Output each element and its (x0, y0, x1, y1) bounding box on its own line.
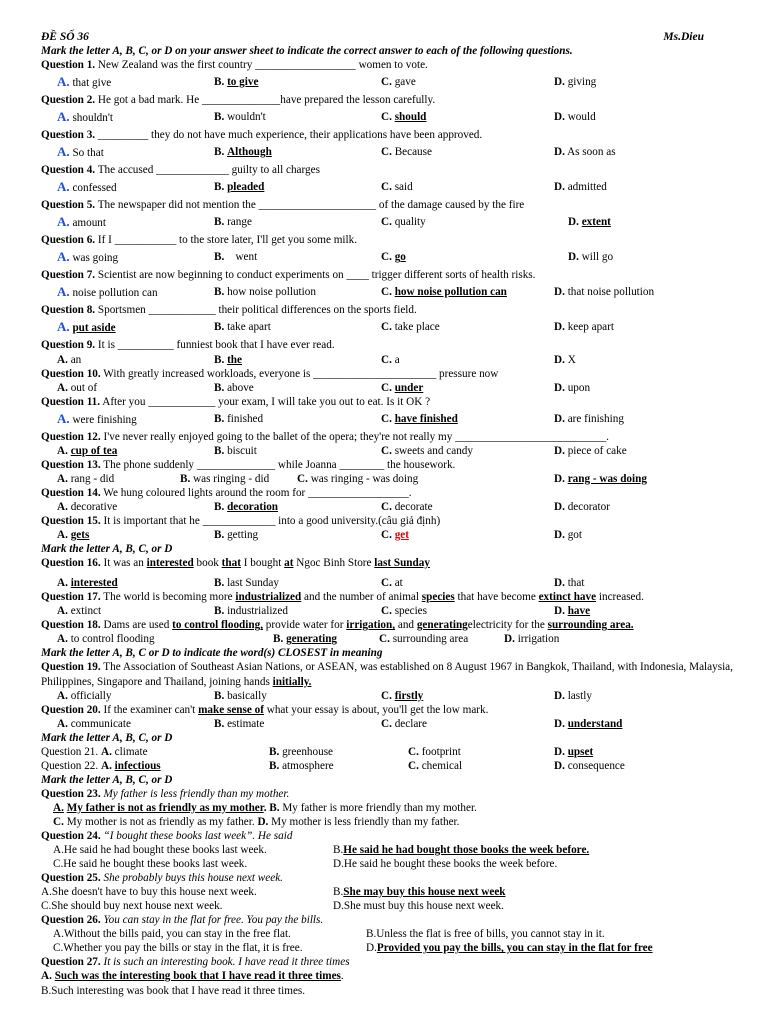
question-19: Question 19. The Association of Southeast Asian Nations, or ASEAN, was established on 8 August 1967 in Bangkok, Thailand, with Indonesia, Malaysia, Philippines, Singapore and Thailand, joining hands initially. (41, 661, 733, 688)
option-b[interactable]: to give (227, 76, 259, 89)
option-d[interactable]: have (567, 605, 591, 618)
option-b[interactable]: getting (227, 529, 259, 542)
option-b[interactable]: My father is more friendly than my mother. (282, 801, 477, 814)
option-c[interactable]: decorate (394, 500, 433, 513)
option-a[interactable]: noise pollution can (72, 287, 158, 300)
option-b[interactable]: decoration (227, 500, 279, 513)
options-24: A.He said he had bought these books last week. B.He said he had bought those books the week before. (53, 844, 590, 857)
option-d[interactable]: rang - was doing (567, 472, 647, 485)
option-b[interactable]: biscuit (227, 444, 257, 457)
option-b[interactable]: pleaded (227, 181, 265, 194)
question-26: Question 26. You can stay in the flat for free. You pay the bills. (41, 914, 324, 927)
options-17: A. extinct B. industrialized C. species D. have (57, 605, 591, 618)
question-24: Question 24. “I bought these books last week”. He said (41, 830, 293, 843)
option-d[interactable]: decorator (567, 500, 610, 513)
option-d[interactable]: Provided you pay the bills, you can stay in the flat for free (376, 942, 653, 955)
option-b[interactable]: last Sunday (227, 577, 279, 590)
option-b[interactable]: take apart (227, 321, 271, 334)
option-a[interactable]: gets (70, 529, 90, 542)
options-23: A. My father is not as friendly as my mother. B. My father is more friendly than my mother. (53, 801, 477, 814)
option-b[interactable]: went (235, 251, 258, 264)
option-c[interactable]: declare (394, 717, 427, 730)
option-c[interactable]: gave (394, 76, 416, 89)
question-9: Question 9. It is __________ funniest book that I have ever read. (41, 339, 335, 352)
option-d[interactable]: extent (581, 216, 611, 229)
question-6: Question 6. If I ___________ to the store later, I'll get you some milk. (41, 234, 358, 247)
options-26: A.Without the bills paid, you can stay in the free flat. B.Unless the flat is free of bills, you cannot stay in it. (53, 928, 605, 941)
question-12: Question 12. I've never really enjoyed going to the ballet of the opera; they're not really my ___________________________. (41, 430, 609, 443)
option-d[interactable]: will go (581, 251, 614, 264)
question-17: Question 17. The world is becoming more industrialized and the number of animal species that have become extinct have increased. (41, 591, 644, 604)
option-b[interactable]: Although (227, 146, 272, 159)
option-c[interactable]: chemical (421, 759, 463, 772)
option-a[interactable]: communicate (70, 717, 131, 730)
option-b[interactable]: above (227, 381, 254, 394)
option-c[interactable]: was ringing - was doing (310, 472, 419, 485)
option-a[interactable]: cup of tea (70, 444, 118, 457)
option-c[interactable]: She should buy next house next week. (51, 900, 223, 913)
option-a[interactable]: was going (72, 252, 119, 265)
option-d[interactable]: that (567, 577, 585, 590)
exam-page: ĐỀ SỐ 36 Ms.Dieu Mark the letter A, B, C, or D on your answer sheet to indicate the correct answer to each of the following questions. Question 1. New Zealand was the first country __________________ women to vote. A. that give B. to give C. gave D. giving Question 2. He got a bad mark. He ______________have prepared the lesson carefully. A. shouldn't B. wouldn't C. should D. would Question 3. _________ they do not have much experience, their applications have been approved. A. So that B. Although C. Because D. As soon as Question 4. The accused _____________ guilty to all charges A. confessed B. pleaded C. said D. admitted Question 5. The newspaper did not mention the _____________________ of the damage caused by the fire A. amount B. range C. quality D. extent Question 6. If I ___________ to the store later, I'll get you some milk. A. was going B. went C. go D. will go Question 7. Scientist are now beginning to conduct experiments on ____ trigger different sorts of health risks. A. noise pollution can B. how noise pollution C. how noise pollution can D. that noise pollution Question 8. Sportsmen ____________ their political differences on the sports field. A. put aside B. take apart C. take place D. keep apart Question 9. It is __________ funniest book that I have ever read. A. an B. the C. a D. X Question 10. With greatly increased workloads, everyone is ______________________ pressure now A. out of B. above C. under D. upon Question 11. After you ____________ your exam, I will take you out to eat. Is it OK ? A. were finishing B. finished C. have finished D. are finishing Question 12. I've never really enjoyed going to the ballet of the opera; they're not really my ___________________________. A. cup of tea B. biscuit C. sweets and candy D. piece of cake Question 13. The phone suddenly ______________ while Joanna ________ the housework. A. rang - did B. was ringing - did C. was ringing - was doing D. rang - was doing Question 14. We hung coloured lights around the room for __________________. A. decorative B. decoration C. decorate D. decorator Question 15. It is important that he _____________ into a good university.(câu giả định) A. gets B. getting C. get D. got Mark the letter A, B, C, or D Question 16. It was an interested book that I bought at Ngoc Binh Store last Sunday A. interested B. last Sunday C. at D. that Question 17. The world is becoming more industrialized and the number of animal species that have become extinct have increased. A. extinct B. industrialized C. species D. have Question 18. Dams are used to control flooding, provide water for irrigation, and generatingelectricity for the surrounding area. A. to control flooding B. generating C. surrounding area D. irrigation Mark the letter A, B, C or D to indicate the word(s) CLOSEST in meaning Question 19. The Association of Southeast Asian Nations, or ASEAN, was established on 8 August 1967 in Bangkok, Thailand, with Indonesia, Malaysia, Philippines, Singapore and Thailand, joining hands initially. A. officially B. basically C. firstly D. lastly Question 20. If the examiner can't make sense of what your essay is about, you'll get the low mark. A. communicate B. estimate C. declare D. understand Mark the letter A, B, C, or D Question 21. A. climate B. greenhouse C. footprint D. upset Question 22. A. infectious B. atmosphere C. chemical D. consequence Mark the letter A, B, C, or D Question 23. My father is less friendly than my mother. A. My father is not as friendly as my mother. B. My father is more friendly than my mother. C. My mother is not as friendly as my father. D. My mother is less friendly than my father. Question 24. “I bought these books last week”. He said A.He said he had bought these books last week. B.He said he had bought those books the week before. C.He said he bought these books last week. D.He said he bought these books the week before. Question 25. She probably buys this house next week. A.She doesn't have to buy this house next week. B.She may buy this house next week C.She should buy next house next week. D.She must buy this house next week. Question 26. You can stay in the flat for free. You pay the bills. A.Without the bills paid, you can stay in the free flat. B.Unless the flat is free of bills, you cannot stay in it. C.Whether you pay the bills or stay in the flat, it is free. D.Provided you pay the bills, you can stay in the flat for free Question 27. It is such an interesting book. I have read it three times A. Such was the interesting book that I have read it three times. B.Such interesting was book that I have read it three times. (0, 0, 768, 1024)
option-d[interactable]: irrigation (517, 633, 560, 646)
question-7: Question 7. Scientist are now beginning to conduct experiments on ____ trigger different sorts of health risks. (41, 269, 536, 282)
option-b[interactable]: range (227, 216, 252, 229)
option-b[interactable]: the (227, 353, 242, 366)
option-b[interactable]: was ringing - did (193, 472, 270, 485)
option-d[interactable]: X (567, 353, 576, 366)
option-c[interactable]: said (394, 181, 413, 194)
option-d[interactable]: giving (567, 76, 597, 89)
option-a[interactable]: shouldn't (72, 112, 113, 125)
option-c[interactable]: Whether you pay the bills or stay in the flat, it is free. (63, 942, 303, 955)
option-c[interactable]: surrounding area (392, 633, 469, 646)
option-d[interactable]: got (567, 529, 582, 542)
question-18: Question 18. Dams are used to control flooding, provide water for irrigation, and generatingelectricity for the surrounding area. (41, 619, 634, 632)
option-d[interactable]: are finishing (567, 412, 624, 425)
option-a[interactable]: infectious (114, 759, 161, 772)
options-8: A. put aside B. take apart C. take place D. keep apart (57, 319, 614, 335)
option-d[interactable]: My mother is less friendly than my father. (271, 815, 460, 828)
question-21: Question 21. A. climate B. greenhouse C. footprint D. upset (41, 745, 594, 758)
exam-title: ĐỀ SỐ 36 (41, 31, 89, 43)
question-1: Question 1. New Zealand was the first country __________________ women to vote. (41, 59, 428, 72)
option-b[interactable]: estimate (227, 717, 265, 730)
option-c[interactable]: Because (394, 146, 432, 159)
option-b[interactable]: industrialized (227, 605, 288, 618)
question-15: Question 15. It is important that he _____________ into a good university.(câu giả định) (41, 514, 441, 527)
option-b[interactable]: atmosphere (282, 759, 334, 772)
options-20: A. communicate B. estimate C. declare D. understand (57, 717, 623, 730)
option-a[interactable]: to control flooding (70, 633, 155, 646)
option-a[interactable]: She doesn't have to buy this house next week. (51, 886, 257, 899)
option-b[interactable]: wouldn't (227, 111, 266, 124)
question-5: Question 5. The newspaper did not mention the _____________________ of the damage caused by the fire (41, 199, 525, 212)
option-a[interactable]: confessed (72, 182, 117, 195)
question-23: Question 23. My father is less friendly than my mother. (41, 787, 290, 800)
option-d[interactable]: He said he bought these books the week before. (343, 858, 558, 871)
option-a[interactable]: My father is not as friendly as my mother (66, 801, 264, 814)
question-25: Question 25. She probably buys this house next week. (41, 872, 283, 885)
options-15: A. gets B. getting C. get D. got (57, 529, 582, 542)
option-d[interactable]: upset (567, 745, 594, 758)
option-a[interactable]: decorative (70, 500, 118, 513)
option-d[interactable]: that noise pollution (567, 286, 655, 299)
option-c[interactable]: have finished (394, 412, 458, 425)
options-6: A. was going B. went C. go D. will go (57, 249, 614, 265)
option-d[interactable]: admitted (567, 181, 607, 194)
option-c[interactable]: get (394, 529, 409, 542)
options-19: A. officially B. basically C. firstly D. lastly (57, 689, 592, 702)
options-13: A. rang - did B. was ringing - did C. was ringing - was doing D. rang - was doing (57, 472, 647, 485)
option-d[interactable]: upon (567, 381, 591, 394)
options-3: A. So that B. Although C. Because D. As soon as (57, 144, 616, 160)
option-c[interactable]: under (394, 381, 424, 394)
option-a[interactable]: Without the bills paid, you can stay in the free flat. (63, 928, 291, 941)
options-18: A. to control flooding B. generating C. surrounding area D. irrigation (57, 633, 560, 646)
option-a[interactable]: rang - did (70, 472, 115, 485)
question-10: Question 10. With greatly increased workloads, everyone is ______________________ pressure now (41, 367, 499, 380)
option-b[interactable]: generating (286, 633, 338, 646)
question-2: Question 2. He got a bad mark. He ______________have prepared the lesson carefully. (41, 94, 436, 107)
instruction: Mark the letter A, B, C, or D (41, 773, 173, 786)
options-4: A. confessed B. pleaded C. said D. admitted (57, 179, 607, 195)
option-c[interactable]: at (394, 577, 403, 590)
option-c[interactable]: sweets and candy (394, 444, 473, 457)
question-22: Question 22. A. infectious B. atmosphere C. chemical D. consequence (41, 759, 625, 772)
option-a[interactable]: extinct (70, 605, 102, 618)
question-27: Question 27. It is such an interesting book. I have read it three times (41, 956, 350, 969)
option-a[interactable]: amount (72, 217, 106, 230)
option-a[interactable]: out of (70, 381, 98, 394)
option-a[interactable]: interested (70, 577, 118, 590)
option-d[interactable]: She must buy this house next week. (343, 900, 504, 913)
option-b[interactable]: Such interesting was book that I have read it three times. (51, 984, 306, 997)
instruction: Mark the letter A, B, C or D to indicate the word(s) CLOSEST in meaning (41, 647, 383, 660)
option-a[interactable]: So that (72, 147, 104, 160)
option-a[interactable]: climate (114, 745, 148, 758)
teacher-name: Ms.Dieu (663, 31, 704, 43)
question-14: Question 14. We hung coloured lights around the room for __________________. (41, 486, 412, 499)
option-b[interactable]: He said he had bought those books the week before. (343, 844, 590, 857)
option-c[interactable]: My mother is not as friendly as my father. (66, 815, 255, 828)
option-b[interactable]: greenhouse (282, 745, 334, 758)
options-16: A. interested B. last Sunday C. at D. that (57, 577, 585, 590)
option-c[interactable]: should (394, 111, 427, 124)
option-c[interactable]: quality (394, 216, 426, 229)
options-9: A. an B. the C. a D. X (57, 353, 576, 366)
question-13: Question 13. The phone suddenly ______________ while Joanna ________ the housework. (41, 458, 456, 471)
option-d[interactable]: As soon as (567, 146, 616, 159)
option-a[interactable]: put aside (72, 322, 116, 335)
option-b[interactable]: finished (227, 412, 264, 425)
option-c[interactable]: a (394, 353, 400, 366)
option-a[interactable]: Such was the interesting book that I have read it three times (54, 970, 341, 983)
option-d[interactable]: would (567, 111, 596, 124)
option-c[interactable]: take place (394, 321, 440, 334)
option-b[interactable]: She may buy this house next week (343, 886, 506, 899)
options-1: A. that give B. to give C. gave D. giving (57, 74, 597, 90)
question-16: Question 16. It was an interested book that I bought at Ngoc Binh Store last Sunday (41, 557, 430, 570)
question-11: Question 11. After you ____________ your exam, I will take you out to eat. Is it OK ? (41, 395, 431, 408)
options-12: A. cup of tea B. biscuit C. sweets and candy D. piece of cake (57, 444, 627, 457)
option-a[interactable]: were finishing (72, 413, 137, 426)
options-11: A. were finishing B. finished C. have finished D. are finishing (57, 410, 624, 426)
option-a[interactable]: that give (72, 77, 112, 90)
option-d[interactable]: understand (567, 717, 623, 730)
option-b[interactable]: basically (227, 689, 267, 702)
option-a[interactable]: officially (70, 689, 112, 702)
options-14: A. decorative B. decoration C. decorate D. decorator (57, 500, 610, 513)
instruction: Mark the letter A, B, C, or D on your answer sheet to indicate the correct answer to each of the following questions. (41, 45, 573, 58)
header (41, 30, 740, 44)
options-5: A. amount B. range C. quality D. extent (57, 214, 611, 230)
option-d[interactable]: consequence (567, 759, 625, 772)
question-3: Question 3. _________ they do not have much experience, their applications have been approved. (41, 129, 483, 142)
option-b[interactable]: Unless the flat is free of bills, you cannot stay in it. (376, 928, 605, 941)
option-d[interactable]: keep apart (567, 321, 614, 334)
question-20: Question 20. If the examiner can't make sense of what your essay is about, you'll get the low mark. (41, 703, 489, 716)
instruction: Mark the letter A, B, C, or D (41, 731, 173, 744)
options-27: A. Such was the interesting book that I have read it three times. (41, 970, 344, 983)
option-d[interactable]: piece of cake (567, 444, 627, 457)
option-c[interactable]: go (394, 251, 406, 264)
option-c[interactable]: firstly (394, 689, 424, 702)
option-a[interactable]: an (70, 353, 82, 366)
option-c[interactable]: He said he bought these books last week. (63, 858, 248, 871)
options-10: A. out of B. above C. under D. upon (57, 381, 591, 394)
question-4: Question 4. The accused _____________ guilty to all charges (41, 164, 320, 177)
option-d[interactable]: lastly (567, 689, 592, 702)
option-c[interactable]: how noise pollution can (394, 286, 507, 299)
option-b[interactable]: how noise pollution (227, 286, 316, 299)
option-a[interactable]: He said he had bought these books last week. (63, 844, 267, 857)
options-2: A. shouldn't B. wouldn't C. should D. would (57, 109, 596, 125)
option-c[interactable]: footprint (421, 745, 461, 758)
option-c[interactable]: species (394, 605, 427, 618)
options-7: A. noise pollution can B. how noise pollution C. how noise pollution can D. that noise pollution (57, 284, 655, 300)
options-25: A.She doesn't have to buy this house next week. B.She may buy this house next week (41, 886, 506, 899)
instruction: Mark the letter A, B, C, or D (41, 543, 173, 556)
question-8: Question 8. Sportsmen ____________ their political differences on the sports field. (41, 304, 417, 317)
